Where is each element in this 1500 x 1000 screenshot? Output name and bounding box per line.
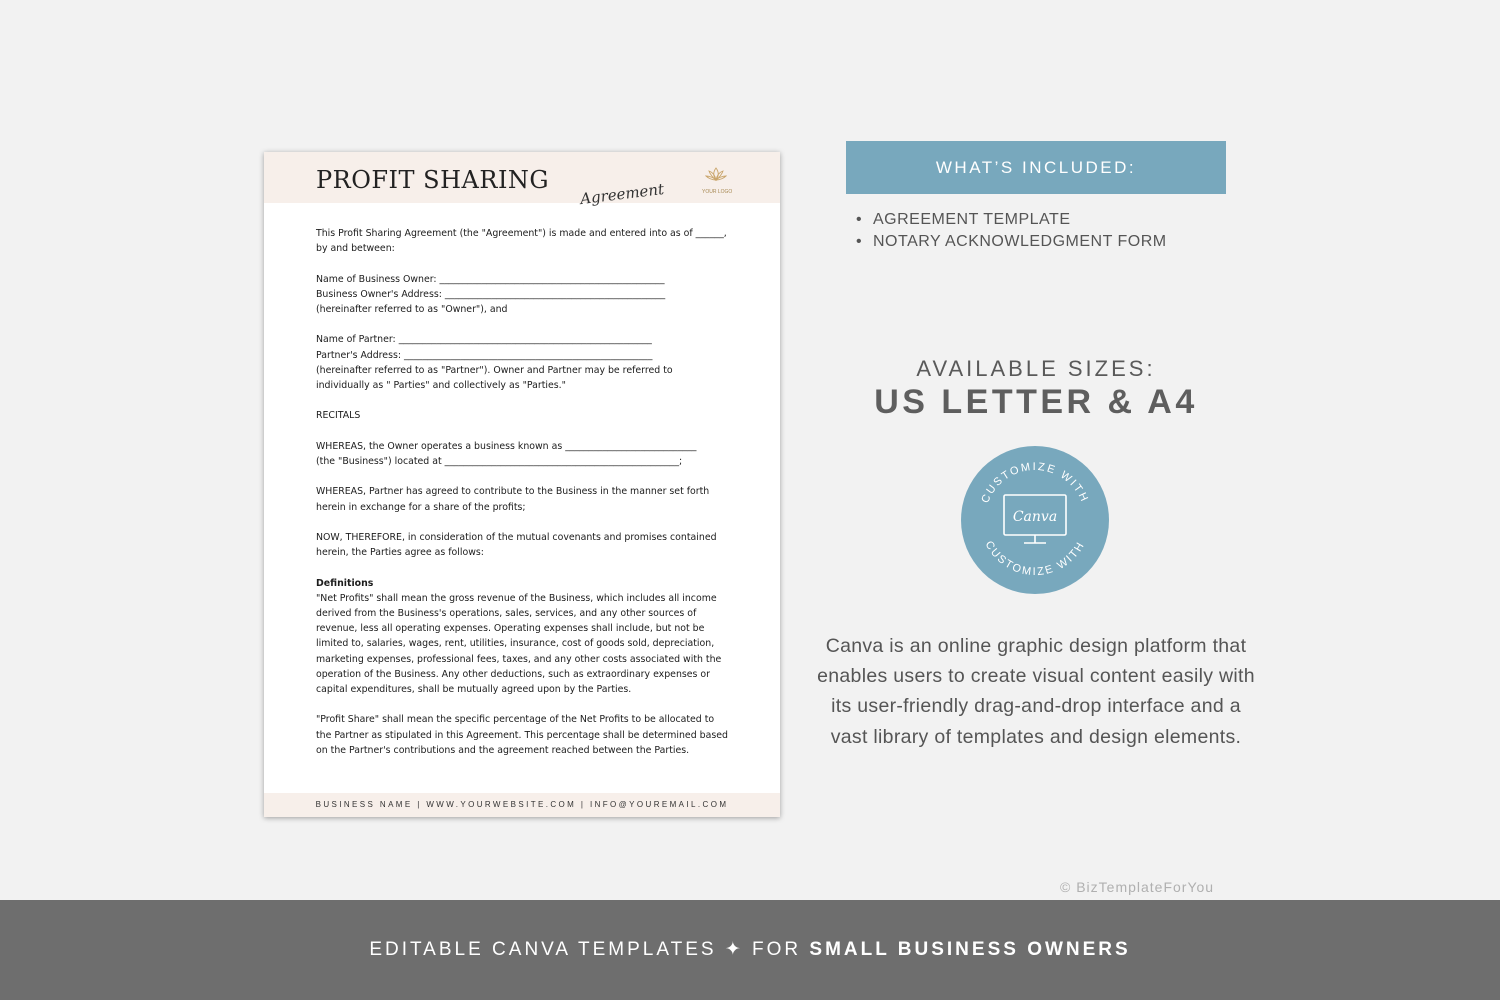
copyright-text: © BizTemplateForYou (1060, 879, 1215, 895)
document-title: PROFIT SHARING (316, 166, 550, 194)
document-preview (264, 152, 780, 817)
list-item: • NOTARY ACKNOWLEDGMENT FORM (873, 231, 1167, 253)
doc-paragraph: This Profit Sharing Agreement (the "Agreement") is made and entered into as of ______, by and between: (316, 228, 727, 255)
bottom-banner-text: EDITABLE CANVA TEMPLATES ✦ FOR (369, 939, 810, 960)
badge-ring-text-top: CUSTOMIZE WITH (979, 460, 1091, 505)
document-script-subtitle: Agreement (579, 179, 665, 209)
doc-paragraph: Name of Business Owner: ________________________________________________ Business Owner's Address: _______________________________________________ (hereinafter referred to as "Owner"), and (316, 273, 666, 315)
document-body (316, 226, 731, 773)
included-list (873, 209, 1167, 253)
bottom-banner (0, 900, 1500, 1000)
canva-description: Canva is an online graphic design platform that enables users to create visual content easily with its user-friendly drag-and-drop interface and a vast library of templates and design elements. (817, 635, 1255, 748)
sizes-value: US LETTER & A4 (874, 383, 1198, 421)
definitions-heading: Definitions (316, 577, 374, 589)
lotus-icon (705, 166, 727, 183)
doc-paragraph: "Profit Share" shall mean the specific percentage of the Net Profits to be allocated to the Partner as stipulated in this Agreement. This percentage shall be determined based on the Partner's contributions and the agreement reached between the Parties. (316, 714, 728, 756)
badge-ring-text-bottom: CUSTOMIZE WITH (982, 539, 1088, 579)
whats-included-heading: WHAT’S INCLUDED: (846, 141, 1226, 194)
doc-paragraph: NOW, THEREFORE, in consideration of the mutual covenants and promises contained herein, the Parties agree as follows: (316, 531, 717, 559)
doc-paragraph: Name of Partner: ______________________________________________________ Partner's Address: _____________________________________________________ (hereinafter referred to as "Partner"). Owner and Partner may be referred to individually as " Parties" and collectively as "Parties." (316, 334, 673, 391)
customize-with-canva-badge (960, 445, 1110, 595)
document-footer: BUSINESS NAME | WWW.YOURWEBSITE.COM | INFO@YOUREMAIL.COM (264, 793, 780, 817)
document-header (264, 152, 780, 209)
doc-paragraph: WHEREAS, the Owner operates a business known as ____________________________ (the "Business") located at __________________________________________________; (316, 440, 697, 467)
lotus-logo (702, 166, 733, 195)
canva-brand-text: Canva (1012, 509, 1058, 525)
sizes-label: AVAILABLE SIZES: (916, 356, 1156, 381)
logo-text: YOUR LOGO (702, 189, 733, 195)
bottom-banner-bold-text: SMALL BUSINESS OWNERS (809, 939, 1131, 960)
doc-paragraph: "Net Profits" shall mean the gross revenue of the Business, which includes all income derived from the Business's operations, sales, services, and any other sources of revenue, less all operating expenses. Operating expenses shall include, but not be limited to, salaries, wages, rent, utilities, insurance, cost of goods sold, depreciation, marketing expenses, professional fees, taxes, and any other costs associated with the operation of the Business. Any other deductions, such as extraordinary expenses or capital expenditures, shall be mutually agreed upon by the Parties. (316, 592, 722, 695)
doc-paragraph: WHEREAS, Partner has agreed to contribute to the Business in the manner set forth herein in exchange for a share of the profits; (316, 486, 710, 513)
doc-paragraph: RECITALS (316, 410, 361, 422)
list-item: • AGREEMENT TEMPLATE (873, 209, 1167, 231)
